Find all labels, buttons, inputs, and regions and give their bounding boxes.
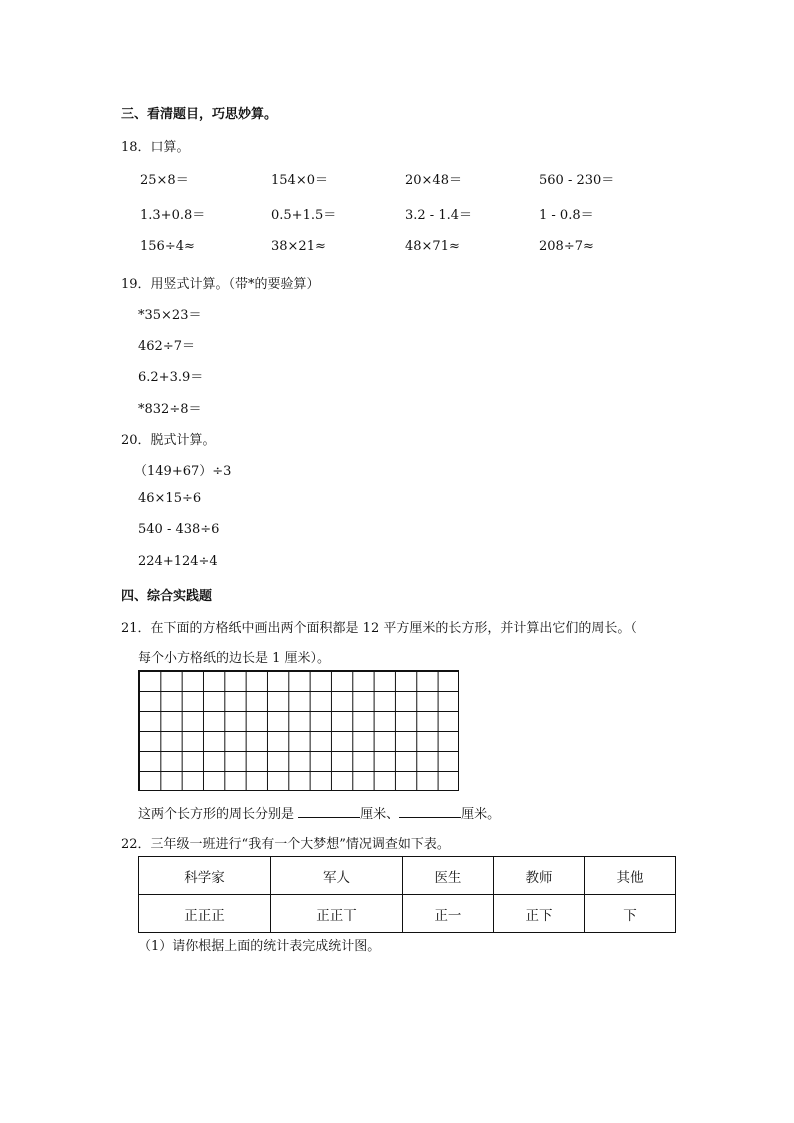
q18-item: 560 - 230＝ [539, 173, 615, 188]
q18-item: 1 - 0.8＝ [539, 208, 594, 223]
q19-item: *35×23＝ [138, 308, 202, 323]
q21-text-line1: 21．在下面的方格纸中画出两个面积都是 12 平方厘米的长方形，并计算出它们的周长。（ [121, 621, 637, 636]
tally-cell: 正下 [493, 895, 584, 933]
table-header-cell: 其他 [584, 857, 675, 895]
q21-text-line2: 每个小方格纸的边长是 1 厘米）。 [138, 651, 331, 666]
q21-answer-prefix: 这两个长方形的周长分别是 [138, 807, 295, 822]
table-header-row [139, 857, 676, 895]
section-3-title: 三、看清题目，巧思妙算。 [121, 107, 278, 122]
q18-item: 1.3+0.8＝ [140, 208, 206, 223]
q18-item: 38×21≈ [271, 239, 326, 254]
q20-item: 46×15÷6 [138, 491, 202, 506]
survey-tally-table [138, 856, 676, 933]
q18-item: 156÷4≈ [140, 239, 195, 254]
q20-item: 540 - 438÷6 [138, 522, 220, 537]
q18-label: 18．口算。 [121, 140, 190, 155]
q19-label: 19．用竖式计算。（带*的要验算） [121, 277, 320, 292]
table-header-cell: 教师 [493, 857, 584, 895]
q19-item: 462÷7＝ [138, 339, 195, 354]
perimeter-blank-1[interactable] [298, 805, 360, 818]
tally-cell: 正正正 [139, 895, 271, 933]
table-header-cell: 科学家 [139, 857, 271, 895]
q18-item: 208÷7≈ [539, 239, 594, 254]
section-4-title: 四、综合实践题 [121, 589, 213, 604]
q20-item: （149+67）÷3 [134, 464, 232, 479]
q19-item: 6.2+3.9＝ [138, 370, 204, 385]
table-header-cell: 军人 [270, 857, 402, 895]
q21-answer-line [138, 803, 500, 822]
table-header-cell: 医生 [402, 857, 493, 895]
q19-item: *832÷8＝ [138, 402, 202, 417]
q18-item: 20×48＝ [405, 173, 462, 188]
q22-sub1: （1）请你根据上面的统计表完成统计图。 [138, 939, 381, 954]
q18-item: 48×71≈ [405, 239, 460, 254]
q18-item: 154×0＝ [271, 173, 328, 188]
square-grid-paper[interactable] [138, 670, 459, 791]
tally-cell: 正正丅 [270, 895, 402, 933]
tally-cell: 下 [584, 895, 675, 933]
q18-item: 0.5+1.5＝ [271, 208, 337, 223]
q18-item: 3.2 - 1.4＝ [405, 208, 473, 223]
tally-cell: 正一 [402, 895, 493, 933]
perimeter-blank-2[interactable] [399, 805, 461, 818]
table-row [139, 895, 676, 933]
q20-label: 20．脱式计算。 [121, 433, 216, 448]
q20-item: 224+124÷4 [138, 554, 218, 569]
q22-label: 22．三年级一班进行“我有一个大梦想”情况调查如下表。 [121, 837, 450, 852]
q18-item: 25×8＝ [140, 173, 189, 188]
q21-unit-1: 厘米、 [360, 807, 400, 822]
q21-unit-2: 厘米。 [461, 807, 501, 822]
